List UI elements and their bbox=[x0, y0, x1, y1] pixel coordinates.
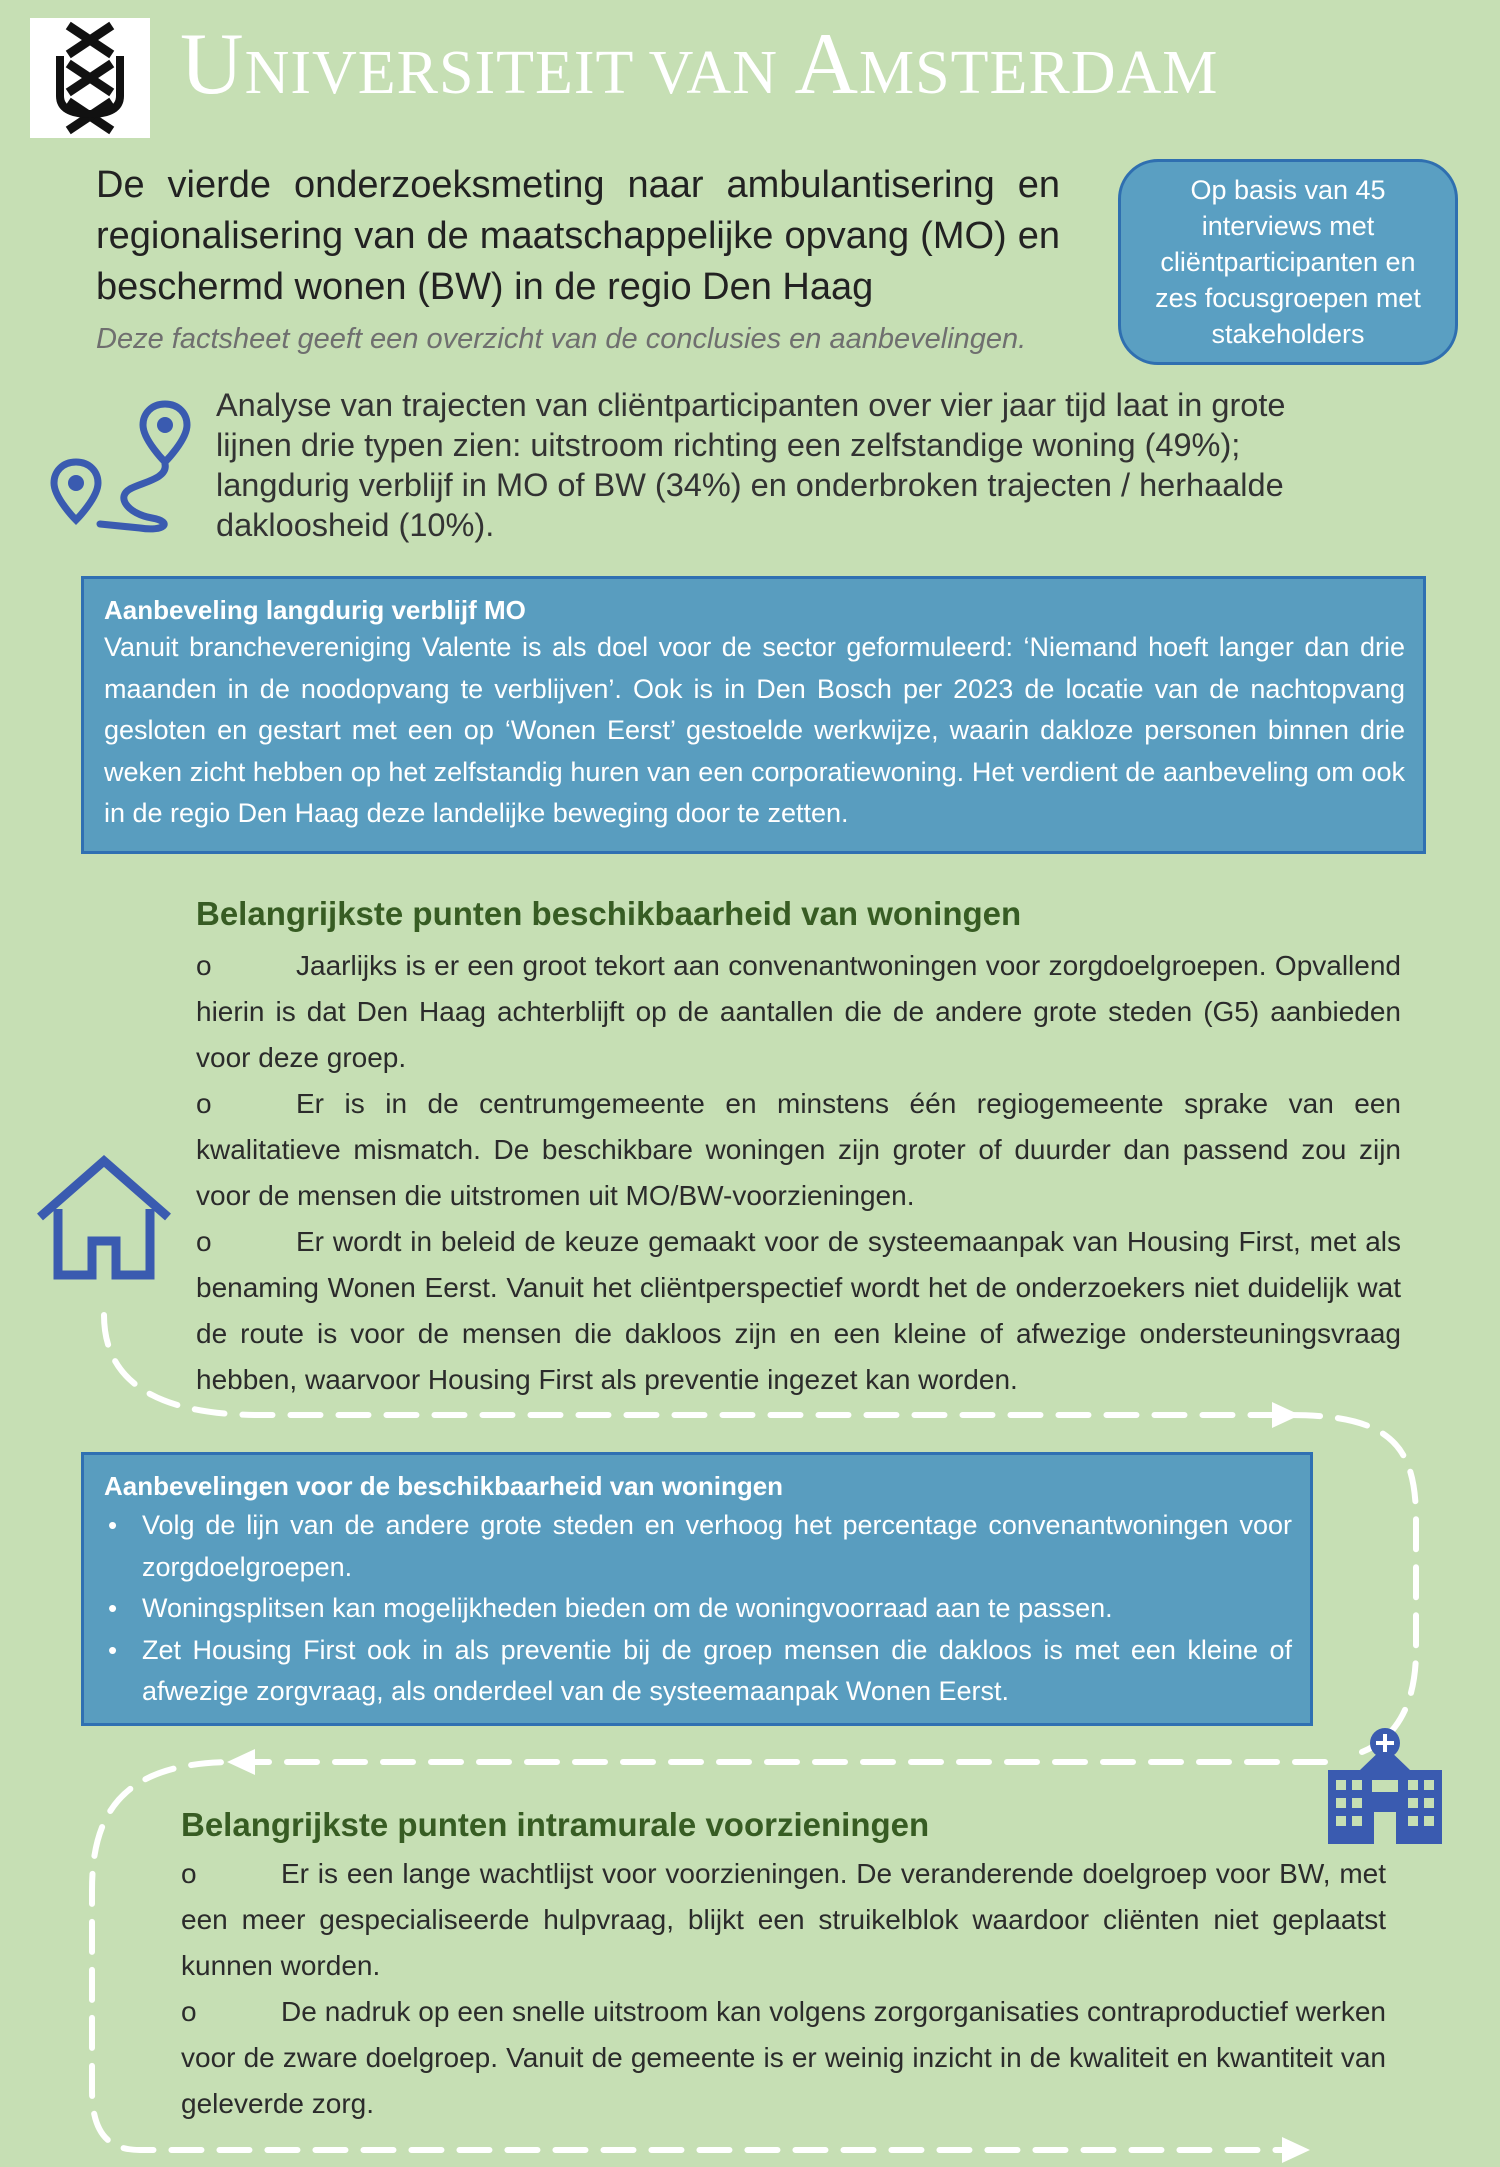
recommendation-box-housing bbox=[81, 1452, 1313, 1726]
recommendation-box-mo bbox=[81, 576, 1426, 854]
list-item: • Woningsplitsen kan mogelijkheden bieden om de woningvoorraad aan te passen. bbox=[104, 1588, 1292, 1630]
arrow-right-icon bbox=[1282, 2137, 1310, 2163]
university-name: UNIVERSITEIT VAN AMSTERDAM bbox=[180, 16, 1219, 113]
house-icon bbox=[34, 1155, 174, 1280]
page-title: De vierde onderzoeksmeting naar ambulantisering en regionalisering van de maatschappelijke opvang (MO) en beschermd wonen (BW) in de regio Den Haag bbox=[96, 164, 1060, 308]
recommendation-title: Aanbevelingen voor de beschikbaarheid van woningen bbox=[104, 1471, 784, 1501]
bullet-marker: o bbox=[181, 1858, 197, 1889]
bullet-marker: o bbox=[196, 950, 212, 981]
list-item: o Er wordt in beleid de keuze gemaakt voor de systeemaanpak van Housing First, met als benaming Wonen Eerst. Vanuit het cliëntperspectief wordt het de onderzoekers niet duidelijk wat de route is voor de mensen die dakloos zijn en een kleine of afwezige ondersteuningsvraag hebben, waarvoor Housing First als preventie ingezet kan worden. bbox=[196, 1219, 1401, 1403]
list-item: o De nadruk op een snelle uitstroom kan volgens zorgorganisaties contraproductief werken voor de zware doelgroep. Vanuit de gemeente is er weinig inzicht in de kwaliteit en kwantiteit van geleverde zorg. bbox=[181, 1989, 1386, 2127]
bullet-marker: o bbox=[181, 1996, 197, 2027]
source-badge-text: Op basis van 45 interviews met cliëntparticipanten en zes focusgroepen met stakeholders bbox=[1155, 175, 1421, 349]
arrow-left-icon bbox=[227, 1749, 255, 1775]
page-subtitle: Deze factsheet geeft een overzicht van de conclusies en aanbevelingen. bbox=[96, 323, 1027, 355]
arrow-right-icon bbox=[1272, 1402, 1300, 1428]
recommendation-title: Aanbeveling langdurig verblijf MO bbox=[104, 595, 526, 625]
recommendation-body: Vanuit branchevereniging Valente is als doel voor de sector geformuleerd: ‘Niemand hoeft langer dan drie maanden in de noodopvang te verblijven’. Ook is in Den Bosch per 2023 de locatie van de nachtopvang gesloten en gestart met een op ‘Wonen Eerst’ gestoelde werkwijze, waarin dakloze personen binnen drie weken zicht hebben op het zelfstandig huren van een corporatiewoning. Het verdient de aanbeveling om ook in de regio Den Haag deze landelijke beweging door te zetten. bbox=[104, 632, 1405, 828]
section-title-housing: Belangrijkste punten beschikbaarheid van woningen bbox=[196, 895, 1022, 932]
list-item: • Volg de lijn van de andere grote steden en verhoog het percentage convenantwoningen voor zorgdoelgroepen. bbox=[104, 1505, 1292, 1588]
bullet-marker: o bbox=[196, 1088, 212, 1119]
analysis-text: Analyse van trajecten van cliëntparticipanten over vier jaar tijd laat in grote lijnen drie typen zien: uitstroom richting een zelfstandige woning (49%); langdurig verblijf in MO of BW (34%) en onderbroken trajecten / herhaalde dakloosheid (10%). bbox=[216, 387, 1286, 543]
housing-points-list bbox=[196, 943, 1401, 1403]
source-badge bbox=[1118, 159, 1458, 365]
hospital-icon bbox=[1326, 1728, 1444, 1846]
recommendation-list bbox=[104, 1505, 1292, 1713]
list-item: o Jaarlijks is er een groot tekort aan convenantwoningen voor zorgdoelgroepen. Opvallend hierin is dat Den Haag achterblijft op de aantallen die de andere grote steden (G5) aanbieden voor deze groep. bbox=[196, 943, 1401, 1081]
list-item: o Er is een lange wachtlijst voor voorzieningen. De veranderende doelgroep voor BW, met een meer gespecialiseerde hulpvraag, blijkt een struikelblok waardoor cliënten niet geplaatst kunnen worden. bbox=[181, 1851, 1386, 1989]
route-map-pin-icon bbox=[48, 392, 198, 542]
intramural-points-list bbox=[181, 1851, 1386, 2127]
list-item: • Zet Housing First ook in als preventie bij de groep mensen die dakloos is met een kleine of afwezige zorgvraag, als onderdeel van de systeemaanpak Wonen Eerst. bbox=[104, 1630, 1292, 1713]
list-item: o Er is in de centrumgemeente en minstens één regiogemeente sprake van een kwalitatieve mismatch. De beschikbare woningen zijn groter of duurder dan passend zou zijn voor de mensen die uitstromen uit MO/BW-voorzieningen. bbox=[196, 1081, 1401, 1219]
uva-crosses-icon bbox=[30, 18, 150, 138]
section-title-intramural: Belangrijkste punten intramurale voorzieningen bbox=[181, 1806, 930, 1843]
uva-logo bbox=[30, 18, 150, 138]
bullet-marker: o bbox=[196, 1226, 212, 1257]
